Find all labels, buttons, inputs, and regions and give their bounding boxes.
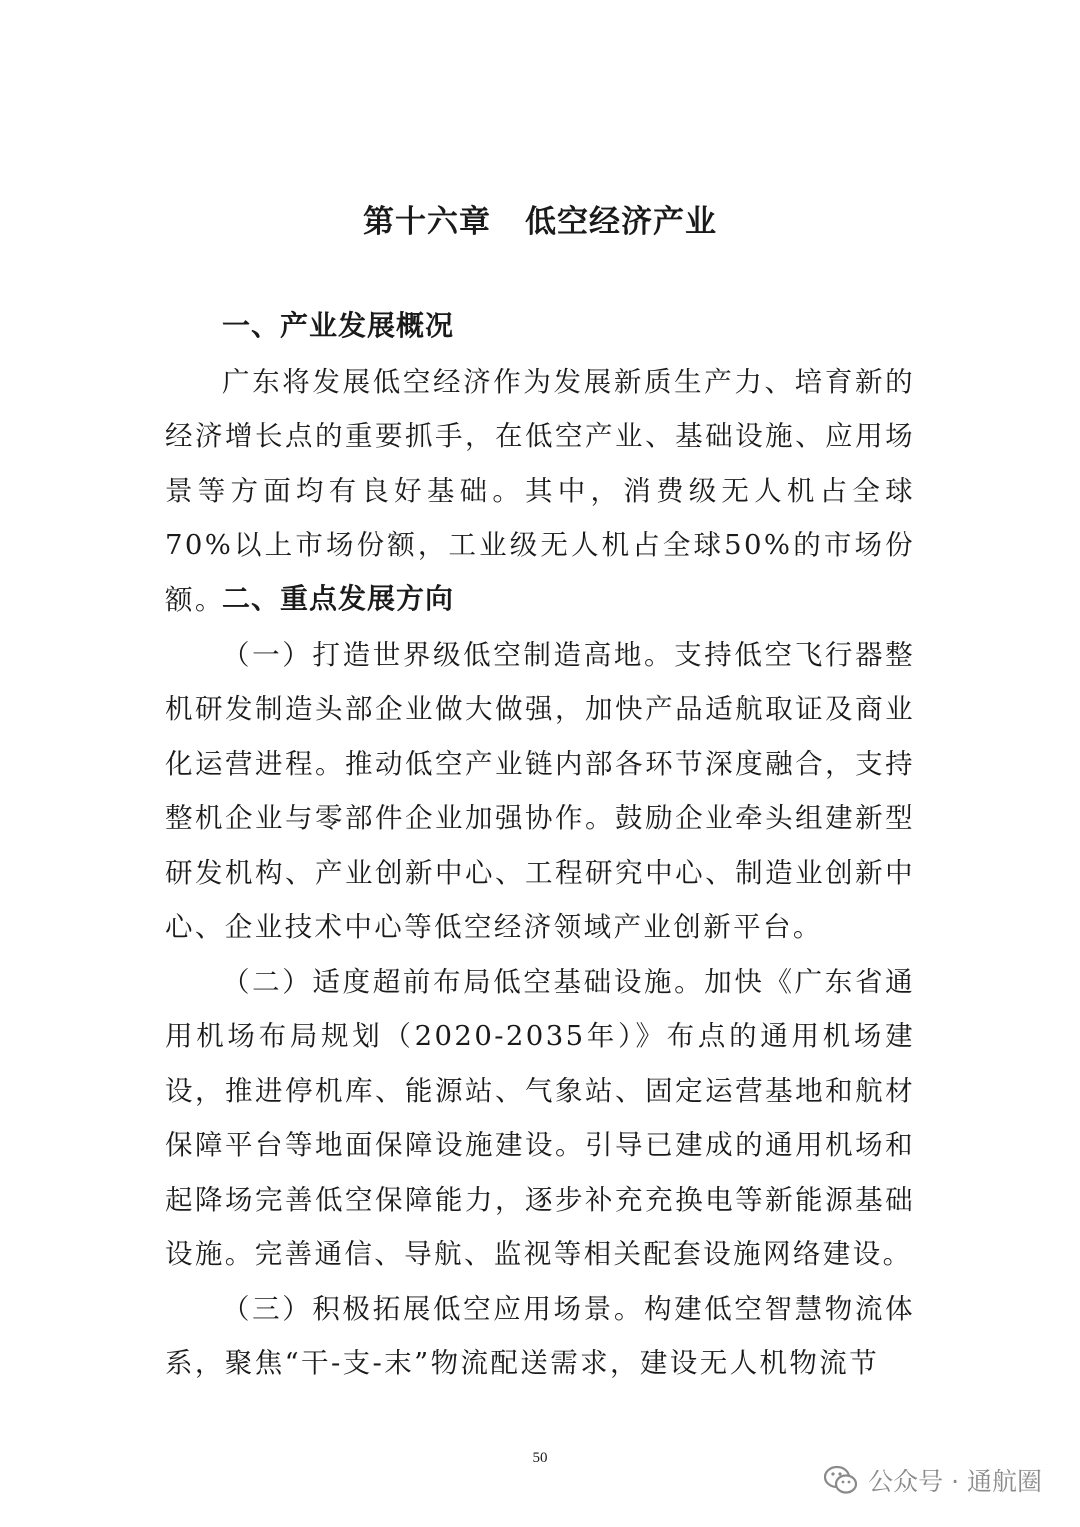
paragraph-infrastructure <box>165 955 915 1281</box>
paragraph-lead: （一）打造世界级低空制造高地。 <box>222 639 675 671</box>
watermark-text: 公众号 · 通航圈 <box>868 1467 1042 1496</box>
paragraph-body: 支持低空飞行器整机研发制造头部企业做大做强，加快产品适航取证及商业化运营进程。推动低空产业链内部各环节深度融合，支持整机企业与零部件企业加强协作。鼓励企业牵头组建新型研发机构、产业创新中心、工程研究中心、制造业创新中心、企业技术中心等低空经济领域产业创新平台。 <box>165 639 916 944</box>
section-heading-directions: 二、重点发展方向 <box>222 582 455 615</box>
paragraph-manufacturing <box>165 628 915 954</box>
watermark <box>824 1462 1042 1498</box>
chapter-number: 第十六章 <box>363 204 491 240</box>
chapter-name: 低空经济产业 <box>525 204 717 240</box>
section-heading-overview: 一、产业发展概况 <box>222 309 455 342</box>
paragraph-applications <box>165 1282 915 1391</box>
page-number: 50 <box>532 1450 548 1466</box>
paragraph-body: 加快《广东省通用机场布局规划（2020-2035年）》布点的通用机场建设，推进停机库、能源站、气象站、固定运营基地和航材保障平台等地面保障设施建设。引导已建成的通用机场和起降场完善低空保障能力，逐步补充充换电等新能源基础设施。完善通信、导航、监视等相关配套设施网络建设。 <box>165 966 915 1271</box>
chapter-title <box>0 196 1080 241</box>
paragraph-body: 构建低空智慧物流体系，聚焦“干-支-末”物流配送需求，建设无人机物流节 <box>165 1293 915 1380</box>
paragraph-lead: （二）适度超前布局低空基础设施。 <box>222 966 705 998</box>
paragraph-overview: 广东将发展低空经济作为发展新质生产力、培育新的经济增长点的重要抓手，在低空产业、基础设施、应用场景等方面均有良好基础。其中，消费级无人机占全球70%以上市场份额，工业级无人机占全球50%的市场份额。 <box>165 366 915 616</box>
wechat-icon <box>824 1465 858 1495</box>
paragraph-lead: （三）积极拓展低空应用场景。 <box>222 1293 644 1325</box>
